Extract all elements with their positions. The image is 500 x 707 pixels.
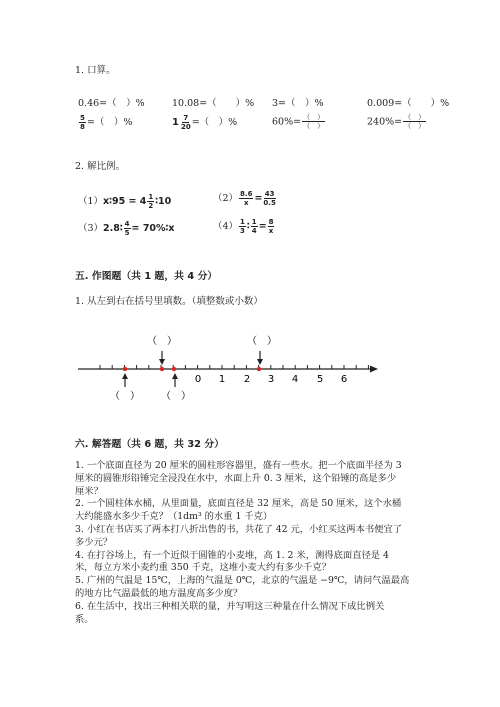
tick-label: 5 [316,374,324,385]
problem-line: 厘米？ [75,485,103,497]
answer-blank: （ ） [147,336,177,347]
problem-line: 米，每立方米小麦约重 350 千克，这堆小麦大约有多少千克？ [75,562,332,574]
problem-line: 多少元？ [75,536,113,548]
problem-line: 系。 [75,613,94,625]
oral-calc-item: 1 $\frac{7}{20}$ =（ ）% [172,113,238,131]
section-5-title: 五. 作图题（共 1 题，共 4 分） [75,271,218,282]
marked-point [123,367,127,371]
problem-line: 2. 一个圆柱体水桶，从里面量，底面直径是 32 厘米，高是 50 厘米，这个水桶 [75,498,402,510]
tick-label: 3 [267,374,275,385]
proportion-problem-3: （3）2.8∶ $\frac{4}{5}$ = 70%∶x [78,219,175,237]
oral-calc-item: 60%= $\frac{( )}{( )}$ [272,113,325,130]
up-arrow-icon [172,373,178,387]
axis-arrow-head [370,366,378,373]
oral-calc-item: 10.08=（ ）% [172,98,255,109]
oral-calc-item: $\frac{5}{8}$ =（ ）% [80,113,133,131]
tick-label: 6 [340,374,348,385]
section-1-title: 1. 口算。 [75,65,116,76]
section-5-question: 1. 从左到右在括号里填数。（填整数或小数） [75,296,263,307]
problem-line: 3. 小红在书店买了两本打八折出售的书，共花了 42 元，小红买这两本书便宜了 [75,523,403,535]
problem-line: 1. 一个底面直径为 20 厘米的圆柱形容器里，盛有一些水。把一个底面半径为 3 [75,460,402,471]
oral-calc-item: 0.009=（ ）% [367,98,450,109]
problem-line: 大约能盛水多少千克？（1dm³ 的水重 1 千克） [75,511,273,523]
answer-blank: （ ） [110,391,140,402]
section-6-title: 六. 解答题（共 6 题，共 32 分） [75,439,224,450]
tick-label: 4 [291,374,299,385]
marked-point [257,367,261,371]
marked-point [160,367,164,371]
number-line-diagram [0,325,500,410]
fraction: $\frac{5}{8}$ [80,113,85,131]
tick-labels [195,374,347,385]
answer-blank: （ ） [161,391,191,402]
problem-line: 厘米的圆锥形铅锤完全浸没在水中，水面上升 0. 3 厘米，这个铅锤的高是多少 [75,472,397,484]
up-arrow-icon [122,373,128,387]
oral-calc-item: 0.46=（ ）% [78,98,145,109]
down-arrow-icon [159,351,165,365]
proportion-problem-1: （1）x∶95 = 4 $\frac{1}{2}$ ∶10 [78,192,172,210]
tick-label: 1 [218,374,226,385]
problem-line: 的地方比气温最低的地方温度高多少度？ [75,587,243,599]
oral-calc-item: 3=（ ）% [272,98,324,109]
marked-point [172,367,176,371]
proportion-problem-4: （4） $\frac{1}{3}$ ∶ $\frac{1}{4}$ = $\frac{8}{x}$ [213,217,274,235]
number-line-ticks [100,365,368,369]
problem-line: 4. 在打谷场上，有一个近似于圆锥的小麦堆，高 1. 2 米，测得底面直径是 4 [75,549,389,561]
proportion-problem-2: （2） $\frac{8.6}{x}$ = $\frac{43}{0.5}$ [213,189,276,207]
oral-calc-item: 240%= $\frac{( )}{( )}$ [367,113,426,130]
tick-label: 2 [243,374,251,385]
tick-label: 0 [194,374,202,385]
answer-blank: （ ） [247,336,277,347]
down-arrow-icon [257,351,263,365]
word-problems [75,460,435,626]
problem-line: 5. 广州的气温是 15℃，上海的气温是 0℃，北京的气温是 −9℃，请问气温最高 [75,575,410,587]
problem-line: 6. 在生活中，找出三种相关联的量，并写明这三种量在什么情况下成比例关 [75,600,385,612]
section-2-title: 2. 解比例。 [75,161,126,172]
